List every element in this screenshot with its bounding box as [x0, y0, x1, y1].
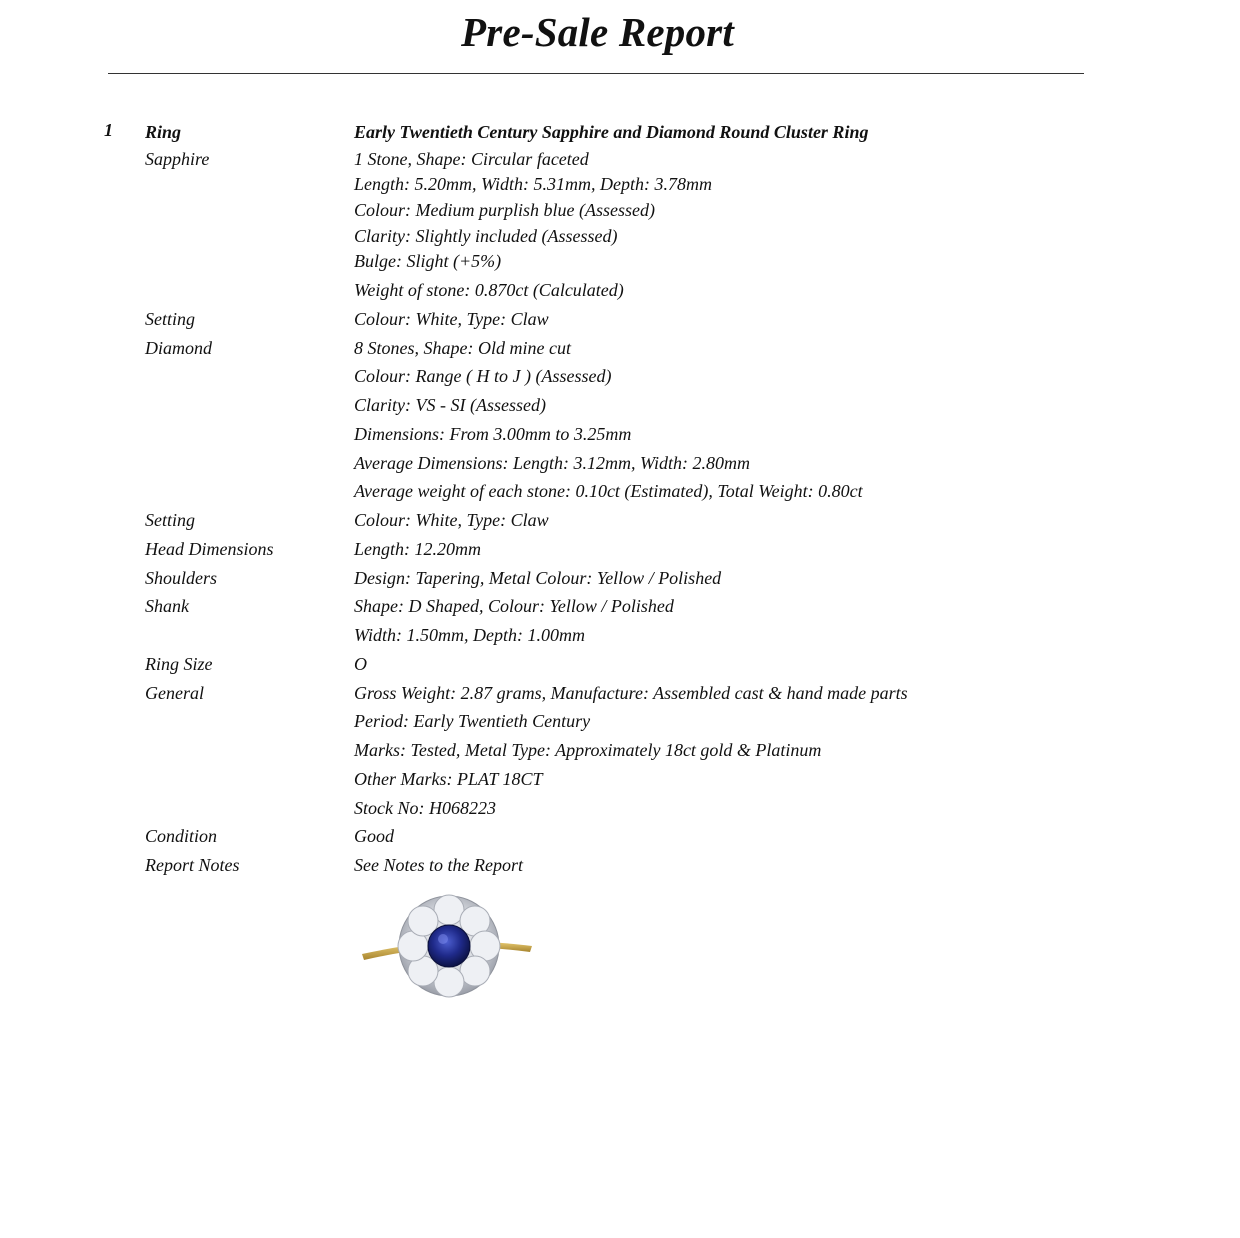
row-value: O: [354, 654, 367, 674]
row-label: Setting: [145, 510, 195, 530]
row-label: General: [145, 683, 204, 703]
row-label: Shank: [145, 596, 189, 616]
lot-number: 1: [104, 120, 113, 140]
ring-photo: [360, 888, 540, 1008]
row-value: 1 Stone, Shape: Circular faceted: [354, 149, 589, 169]
row-label: Head Dimensions: [145, 539, 274, 559]
row-value: Length: 12.20mm: [354, 539, 481, 559]
row-value: Shape: D Shaped, Colour: Yellow / Polished: [354, 596, 674, 616]
row-value: Clarity: Slightly included (Assessed): [354, 226, 618, 246]
title-divider: [108, 73, 1084, 74]
row-value: Good: [354, 826, 394, 846]
sapphire-stone: [428, 925, 470, 967]
row-value: Colour: White, Type: Claw: [354, 309, 549, 329]
row-label: Sapphire: [145, 149, 210, 169]
row-value: Length: 5.20mm, Width: 5.31mm, Depth: 3.78mm: [354, 174, 712, 194]
sapphire-highlight: [438, 934, 448, 944]
row-value: Average Dimensions: Length: 3.12mm, Width: 2.80mm: [354, 453, 750, 473]
row-value: Colour: Range ( H to J ) (Assessed): [354, 366, 612, 386]
row-value: Stock No: H068223: [354, 798, 496, 818]
lot-description: Early Twentieth Century Sapphire and Diamond Round Cluster Ring: [354, 122, 869, 142]
row-value: Period: Early Twentieth Century: [354, 711, 591, 731]
row-value: Marks: Tested, Metal Type: Approximately 18ct gold & Platinum: [354, 740, 822, 760]
row-label: Shoulders: [145, 568, 217, 588]
row-label: Ring Size: [145, 654, 213, 674]
row-value: Weight of stone: 0.870ct (Calculated): [354, 280, 624, 300]
row-label: Diamond: [145, 338, 212, 358]
row-value: Gross Weight: 2.87 grams, Manufacture: Assembled cast & hand made parts: [354, 683, 908, 703]
row-value: See Notes to the Report: [354, 855, 523, 875]
row-value: Colour: White, Type: Claw: [354, 510, 549, 530]
row-label: Report Notes: [145, 855, 240, 875]
row-value: Design: Tapering, Metal Colour: Yellow / Polished: [354, 568, 722, 588]
page-title: Pre-Sale Report: [461, 9, 734, 55]
row-value: Width: 1.50mm, Depth: 1.00mm: [354, 625, 585, 645]
row-value: Other Marks: PLAT 18CT: [354, 769, 543, 789]
row-value: Colour: Medium purplish blue (Assessed): [354, 200, 655, 220]
row-value: 8 Stones, Shape: Old mine cut: [354, 338, 571, 358]
lot-item-type: Ring: [145, 122, 182, 142]
row-value: Bulge: Slight (+5%): [354, 251, 502, 271]
row-value: Average weight of each stone: 0.10ct (Estimated), Total Weight: 0.80ct: [354, 481, 863, 501]
row-label: Condition: [145, 826, 218, 846]
row-label: Setting: [145, 309, 195, 329]
row-value: Clarity: VS - SI (Assessed): [354, 395, 546, 415]
row-value: Dimensions: From 3.00mm to 3.25mm: [354, 424, 632, 444]
